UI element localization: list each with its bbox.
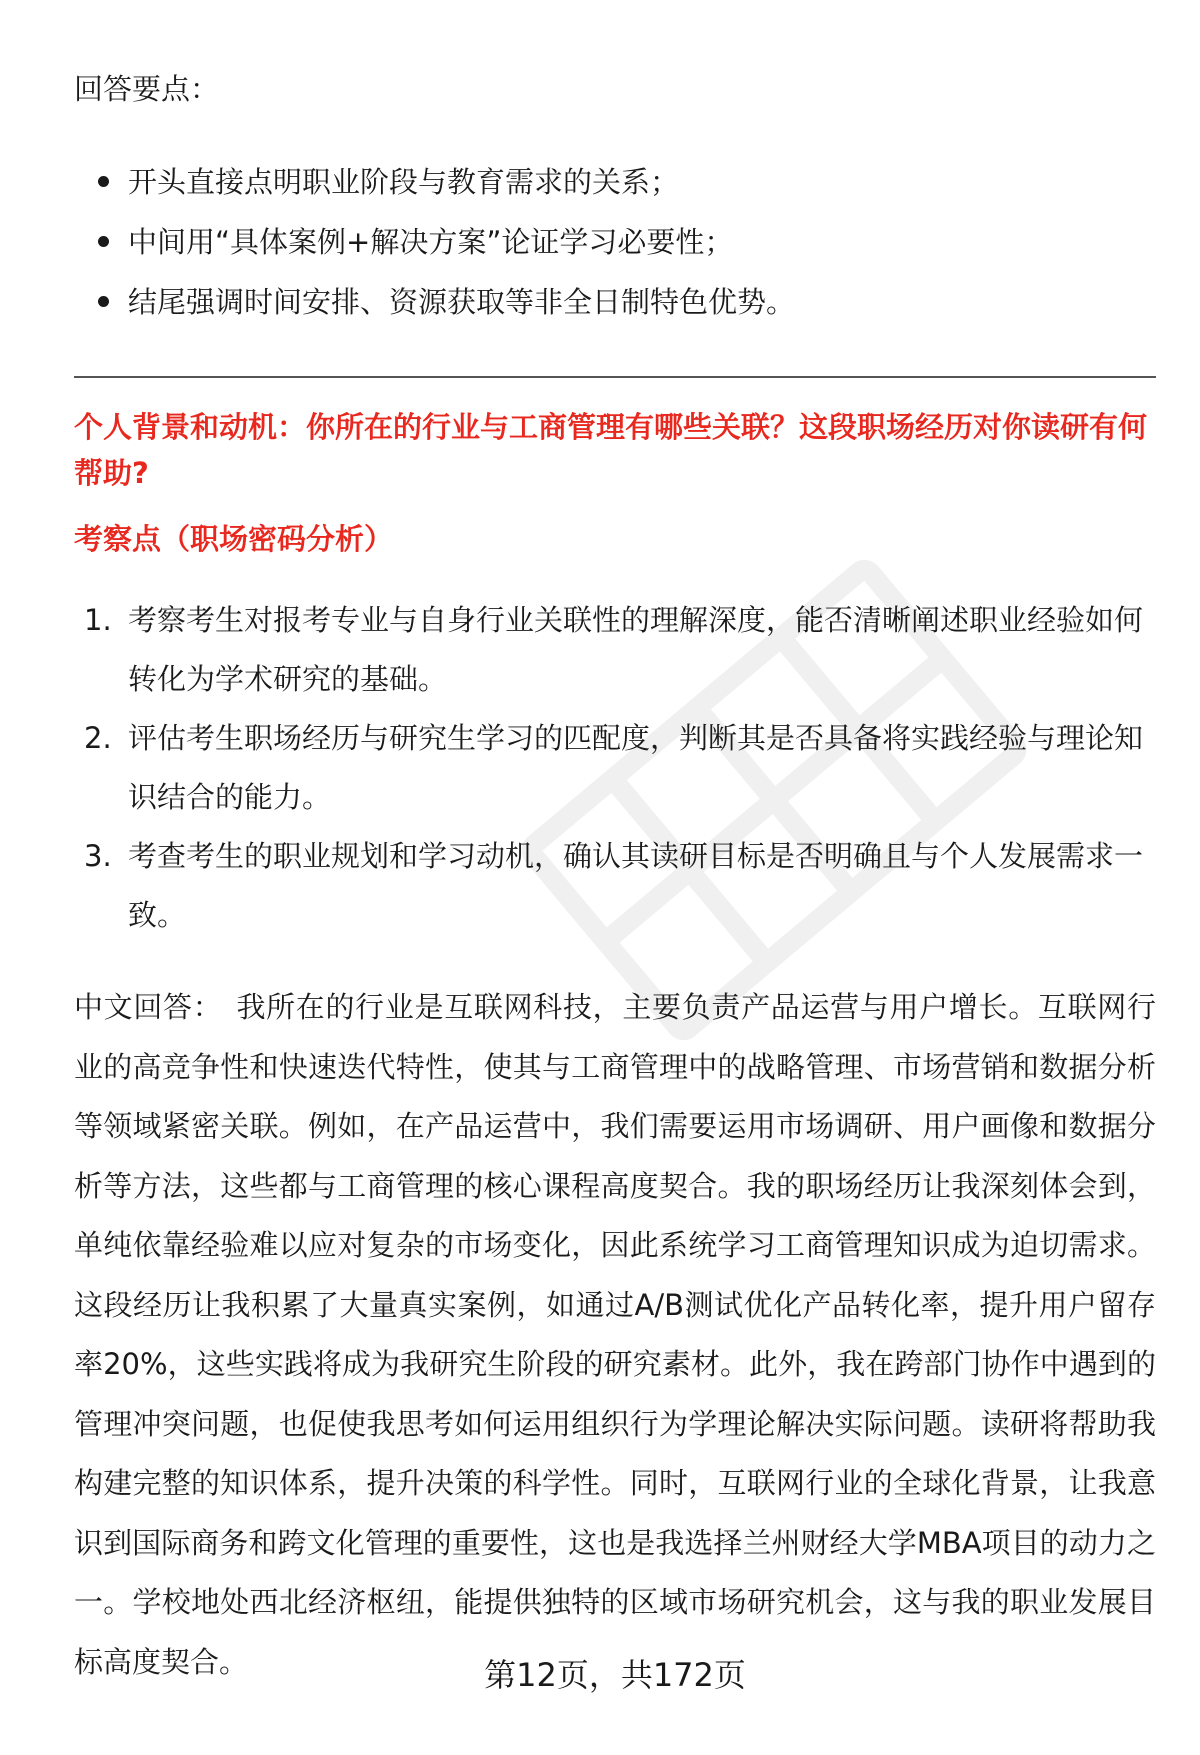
list-item <box>74 591 1156 709</box>
list-number: 1. <box>84 603 112 637</box>
list-item-text: 考察考生对报考专业与自身行业关联性的理解深度，能否清晰阐述职业经验如何转化为学术研究的基础。 <box>128 603 1144 696</box>
list-item <box>74 709 1156 827</box>
assessment-points-list <box>74 591 1156 945</box>
intro-label: 回答要点： <box>74 72 220 106</box>
list-number: 2. <box>84 721 112 755</box>
list-item-text: 开头直接点明职业阶段与教育需求的关系； <box>128 165 680 199</box>
answer-tips-list <box>74 152 1156 332</box>
section-divider <box>74 376 1156 378</box>
list-item-text: 中间用“具体案例+解决方案”论证学习必要性； <box>128 225 734 259</box>
page-number: 第12页，共172页 <box>484 1656 746 1694</box>
bullet-dot-icon <box>98 296 109 307</box>
list-item-text: 评估考生职场经历与研究生学习的匹配度，判断其是否具备将实践经验与理论知识结合的能力。 <box>128 721 1144 814</box>
question-heading: 个人背景和动机：你所在的行业与工商管理有哪些关联？这段职场经历对你读研有何帮助? <box>74 410 1148 490</box>
list-item <box>74 272 1156 332</box>
list-item-text: 结尾强调时间安排、资源获取等非全日制特色优势。 <box>128 285 796 319</box>
list-number: 3. <box>84 839 112 873</box>
document-page <box>74 0 1156 1755</box>
section-title: 考察点（职场密码分析） <box>74 522 394 556</box>
list-item-text: 考查考生的职业规划和学习动机，确认其读研目标是否明确且与个人发展需求一致。 <box>128 839 1144 932</box>
list-item <box>74 152 1156 212</box>
answer-text: 我所在的行业是互联网科技，主要负责产品运营与用户增长。互联网行业的高竞争性和快速迭代特性，使其与工商管理中的战略管理、市场营销和数据分析等领域紧密关联。例如，在产品运营中，我们需要运用市场调研、用户画像和数据分析等方法，这些都与工商管理的核心课程高度契合。我的职场经历让我深刻体会到，单纯依靠经验难以应对复杂的市场变化，因此系统学习工商管理知识成为迫切需求。这段经历让我积累了大量真实案例，如通过A/B测试优化产品转化率，提升用户留存率20%，这些实践将成为我研究生阶段的研究素材。此外，我在跨部门协作中遇到的管理冲突问题，也促使我思考如何运用组织行为学理论解决实际问题。读研将帮助我构建完整的知识体系，提升决策的科学性。同时，互联网行业的全球化背景，让我意识到国际商务和跨文化管理的重要性，这也是我选择兰州财经大学MBA项目的动力之一。学校地处西北经济枢纽，能提供独特的区域市场研究机会，这与我的职业发展目标高度契合。 <box>74 990 1156 1679</box>
answer-label: 中文回答： <box>74 990 223 1024</box>
answer-paragraph <box>74 978 1156 1692</box>
bullet-dot-icon <box>98 176 109 187</box>
bullet-dot-icon <box>98 236 109 247</box>
list-item <box>74 212 1156 272</box>
list-item <box>74 827 1156 945</box>
